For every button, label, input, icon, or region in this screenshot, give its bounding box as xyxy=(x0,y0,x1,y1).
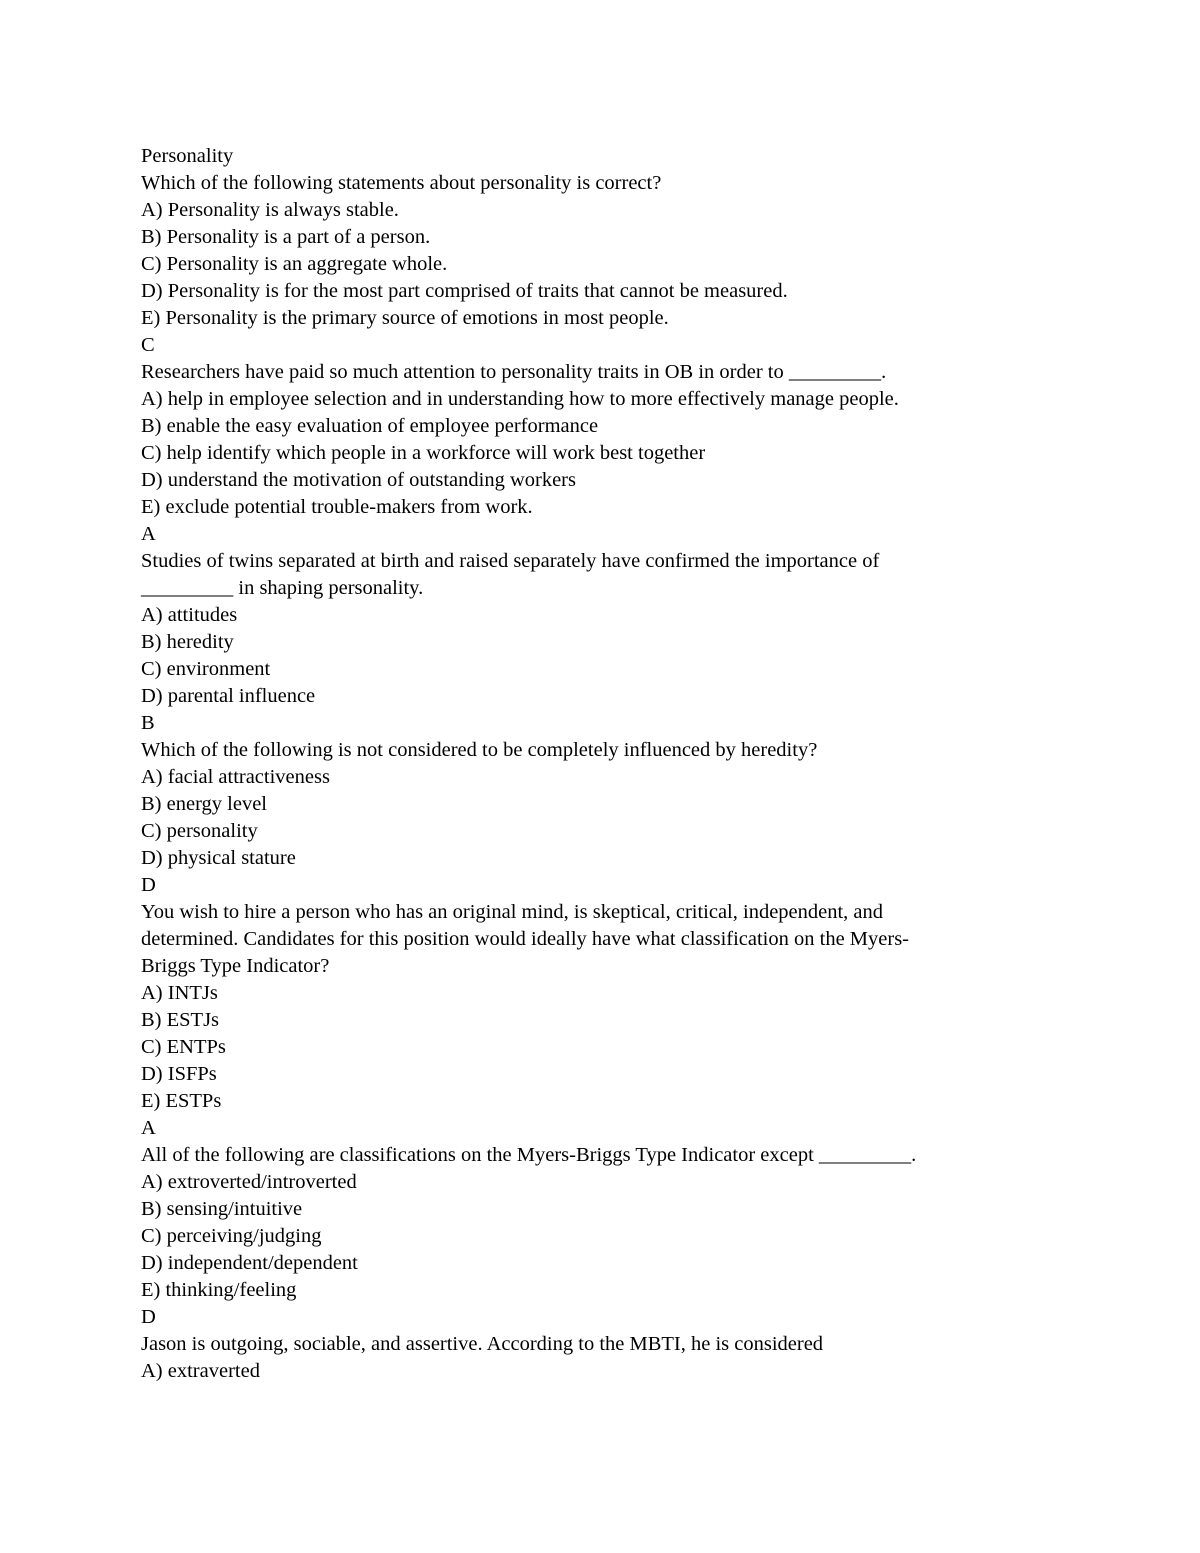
question-3-option-a: A) attitudes xyxy=(141,604,238,626)
question-2-option-d: D) understand the motivation of outstanding workers xyxy=(141,469,576,491)
question-3-option-c: C) environment xyxy=(141,658,271,680)
question-2-option-a: A) help in employee selection and in understanding how to more effectively manage people. xyxy=(141,388,899,410)
document-body xyxy=(141,143,1041,1385)
question-6-option-d: D) independent/dependent xyxy=(141,1252,358,1274)
question-5-option-a: A) INTJs xyxy=(141,982,218,1004)
question-6-option-c: C) perceiving/judging xyxy=(141,1225,322,1247)
question-6-option-e: E) thinking/feeling xyxy=(141,1279,297,1301)
question-5-option-b: B) ESTJs xyxy=(141,1009,220,1031)
question-2-answer: A xyxy=(141,523,156,545)
question-1-option-d: D) Personality is for the most part comprised of traits that cannot be measured. xyxy=(141,280,788,302)
question-1-stem: Which of the following statements about personality is correct? xyxy=(141,172,662,194)
question-3-stem-line-1: Studies of twins separated at birth and raised separately have confirmed the importance of xyxy=(141,550,880,572)
question-5-option-c: C) ENTPs xyxy=(141,1036,226,1058)
question-1-option-e: E) Personality is the primary source of emotions in most people. xyxy=(141,307,669,329)
question-4-option-c: C) personality xyxy=(141,820,258,842)
question-5-stem-line-1: You wish to hire a person who has an original mind, is skeptical, critical, independent, and xyxy=(141,901,884,923)
question-4-option-b: B) energy level xyxy=(141,793,267,815)
question-6-stem: All of the following are classifications on the Myers-Briggs Type Indicator except _________. xyxy=(141,1144,917,1166)
question-3-stem-line-2: _________ in shaping personality. xyxy=(141,577,424,599)
question-3-option-b: B) heredity xyxy=(141,631,234,653)
question-2-stem: Researchers have paid so much attention to personality traits in OB in order to _________. xyxy=(141,361,887,383)
question-5-option-d: D) ISFPs xyxy=(141,1063,217,1085)
question-7-stem: Jason is outgoing, sociable, and assertive. According to the MBTI, he is considered xyxy=(141,1333,824,1355)
question-5-stem-line-3: Briggs Type Indicator? xyxy=(141,955,330,977)
question-2-option-c: C) help identify which people in a workforce will work best together xyxy=(141,442,706,464)
question-5-stem-line-2: determined. Candidates for this position would ideally have what classification on the Myers- xyxy=(141,928,909,950)
question-3-answer: B xyxy=(141,712,155,734)
question-6-answer: D xyxy=(141,1306,156,1328)
document-title: Personality xyxy=(141,145,234,167)
question-6-option-a: A) extroverted/introverted xyxy=(141,1171,357,1193)
question-7-option-a: A) extraverted xyxy=(141,1360,260,1382)
question-3-option-d: D) parental influence xyxy=(141,685,316,707)
question-4-option-a: A) facial attractiveness xyxy=(141,766,330,788)
question-1-option-b: B) Personality is a part of a person. xyxy=(141,226,431,248)
question-1-option-a: A) Personality is always stable. xyxy=(141,199,399,221)
question-4-stem: Which of the following is not considered to be completely influenced by heredity? xyxy=(141,739,818,761)
question-4-option-d: D) physical stature xyxy=(141,847,296,869)
question-2-option-e: E) exclude potential trouble-makers from work. xyxy=(141,496,533,518)
question-4-answer: D xyxy=(141,874,156,896)
question-5-answer: A xyxy=(141,1117,156,1139)
question-1-answer: C xyxy=(141,334,155,356)
question-1-option-c: C) Personality is an aggregate whole. xyxy=(141,253,448,275)
question-5-option-e: E) ESTPs xyxy=(141,1090,222,1112)
question-2-option-b: B) enable the easy evaluation of employee performance xyxy=(141,415,599,437)
question-6-option-b: B) sensing/intuitive xyxy=(141,1198,303,1220)
